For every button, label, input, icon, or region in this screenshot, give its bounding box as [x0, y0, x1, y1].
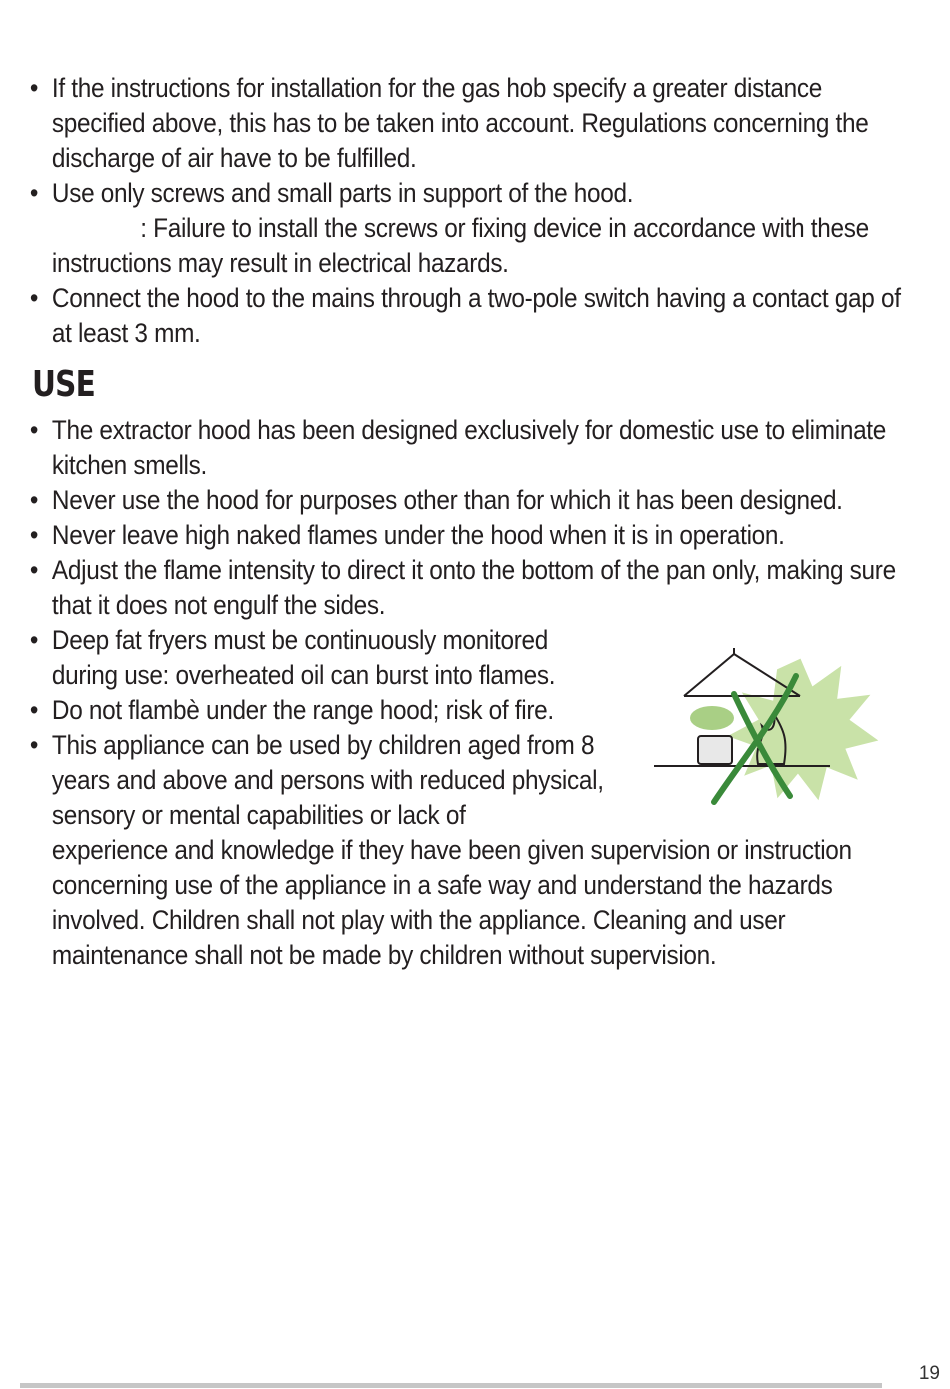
steam — [690, 706, 734, 730]
no-flambe-warning-icon — [650, 648, 880, 808]
list-item — [28, 281, 917, 351]
list-item — [28, 483, 917, 518]
bullet: • — [29, 73, 39, 103]
list-item-text-continued: experience and knowledge if they have been given supervision or instruction concerning use of the appliance in a safe way and understand the hazards involved. Children shall not play with the appliance. Cleaning and user maintenance shall not be made by children without supervision. — [51, 835, 852, 970]
list-item-text: The extractor hood has been designed exclusively for domestic use to eliminate kitchen smells. — [51, 415, 887, 480]
bullet: • — [29, 485, 39, 515]
list-item-text: Do not flambè under the range hood; risk of fire. — [51, 695, 554, 725]
installation-notes-list — [28, 71, 908, 351]
list-item — [28, 553, 917, 623]
bullet: • — [29, 415, 39, 445]
bullet: • — [29, 625, 39, 655]
bullet: • — [29, 178, 39, 208]
list-item-text: This appliance can be used by children aged from 8 years and above and persons with reduced physical, sensory or mental capabilities or lack of — [51, 730, 604, 830]
list-item-text: Deep fat fryers must be continuously monitored during use: overheated oil can burst into flames. — [51, 625, 556, 690]
bullet: • — [29, 730, 39, 760]
list-item-text: Adjust the flame intensity to direct it onto the bottom of the pan only, making sure that it does not engulf the sides. — [51, 555, 896, 620]
list-item — [28, 71, 917, 176]
list-item — [28, 176, 917, 281]
pan — [698, 736, 732, 764]
footer-rule — [20, 1383, 882, 1388]
list-item-text: Connect the hood to the mains through a two-pole switch having a contact gap of at least 3 mm. — [51, 283, 901, 348]
page-number: 19 — [918, 1363, 940, 1384]
list-item-text: Never leave high naked flames under the hood when it is in operation. — [51, 520, 785, 550]
list-item — [28, 518, 917, 553]
list-item-text: Use only screws and small parts in support of the hood. — [51, 178, 634, 208]
bullet: • — [29, 283, 39, 313]
bullet: • — [29, 695, 39, 725]
list-item-text: If the instructions for installation for the gas hob specify a greater distance specified above, this has to be taken into account. Regulations concerning the discharge of air have to be fulfilled. — [51, 73, 869, 173]
bullet: • — [29, 520, 39, 550]
bullet: • — [29, 555, 39, 585]
section-title-use: USE — [32, 364, 95, 405]
list-item — [28, 413, 917, 483]
list-item-text: Never use the hood for purposes other than for which it has been designed. — [51, 485, 843, 515]
warning-text: : Failure to install the screws or fixing device in accordance with these instructions may result in electrical hazards. — [51, 213, 869, 278]
